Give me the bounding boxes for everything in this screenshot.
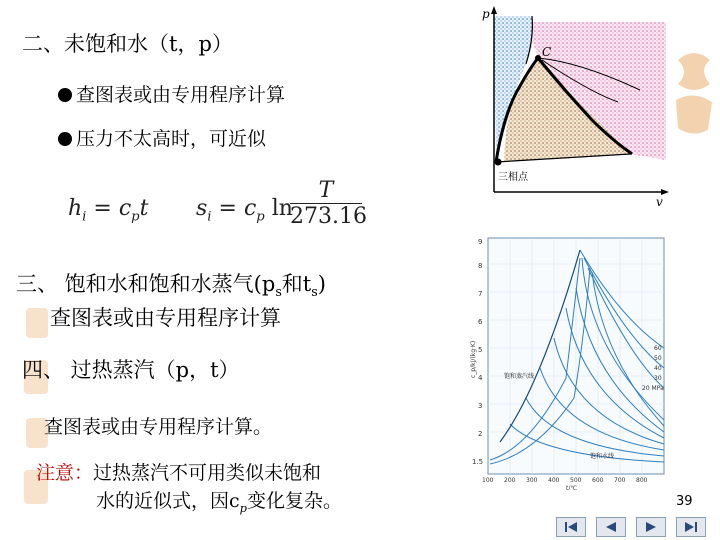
fraction-numerator: T [318, 178, 334, 203]
triple-point-label: 三相点 [498, 172, 528, 183]
section-3-title-c: ) [317, 272, 326, 296]
y-tick-label: 5 [478, 346, 483, 354]
bullet-dot-icon [58, 88, 72, 102]
fraction [290, 178, 367, 229]
y-tick-label: 8 [478, 262, 483, 270]
section-4-line: 查图表或由专用程序计算。 [44, 416, 273, 438]
skip-forward-icon [683, 521, 699, 533]
formula-t: t [139, 196, 149, 221]
decorative-seal-glyph [668, 40, 720, 140]
pressure-label: 30 [654, 375, 662, 382]
section-2-bullet-1 [58, 80, 285, 107]
y-tick-label: 1.5 [472, 458, 484, 466]
section-3-title-a: 三、 饱和水和饱和水蒸气(p [16, 272, 276, 296]
enthalpy-formula [68, 196, 148, 224]
saturated-water-label: 饱和水线 [590, 453, 615, 460]
note-text-1: 过热蒸汽不可用类似未饱和 [93, 462, 322, 484]
bullet-text: 压力不太高时，可近似 [76, 128, 267, 150]
section-3-title-b: 和t [281, 272, 312, 296]
x-tick-label: 100 [482, 477, 494, 484]
section-3-line-2: 查图表或由专用程序计算 [50, 306, 281, 330]
formula-ln: ln [271, 196, 293, 221]
formula-h: h [68, 196, 83, 221]
previous-slide-button[interactable] [596, 517, 626, 537]
next-icon [643, 521, 659, 533]
section-2-bullet-2 [58, 124, 266, 151]
note-text-2a: 水的近似式，因c [96, 490, 240, 512]
section-2-title: 二、未饱和水（t，p） [22, 32, 233, 56]
x-tick-label: 800 [636, 477, 648, 484]
pv-phase-diagram [470, 2, 670, 210]
note-label: 注意： [36, 462, 94, 484]
background-decoration-right [668, 40, 720, 144]
x-tick-label: 600 [592, 477, 604, 484]
page-number: 39 [676, 494, 693, 509]
x-tick-label: 400 [548, 477, 560, 484]
section-3-title [16, 268, 326, 299]
x-tick-label: 500 [570, 477, 582, 484]
y-tick-label: 7 [478, 290, 483, 298]
next-slide-button[interactable] [636, 517, 666, 537]
formula-c: c [118, 196, 132, 221]
last-slide-button[interactable] [676, 517, 706, 537]
section-3-sub-2: s [311, 284, 318, 300]
formula-eq: = [93, 196, 112, 221]
cp-temperature-chart [470, 228, 670, 490]
formula-h-sub: i [82, 209, 87, 225]
section-3-sub-1: s [275, 284, 282, 300]
v-axis-label: v [656, 195, 663, 209]
note-sub: p [239, 500, 247, 515]
note-text-2b: 变化复杂。 [246, 490, 342, 512]
x-tick-label: 300 [526, 477, 538, 484]
formula-s: s [196, 196, 208, 221]
pressure-label: 20 MPa [642, 385, 664, 392]
fraction-denominator: 273.16 [290, 204, 367, 229]
bullet-text: 查图表或由专用程序计算 [76, 84, 286, 106]
triple-point-marker [495, 159, 502, 166]
y-axis-label: c_p/kJ/(kg·K) [470, 340, 477, 378]
note-line-1 [36, 458, 321, 485]
entropy-formula [196, 196, 293, 224]
x-tick-label: 700 [614, 477, 626, 484]
skip-back-icon [563, 521, 579, 533]
formula-eq: = [218, 196, 237, 221]
first-slide-button[interactable] [556, 517, 586, 537]
formula-s-sub: i [207, 209, 212, 225]
p-axis-arrow [491, 6, 497, 14]
critical-point-label: C [542, 45, 552, 59]
x-tick-labels [482, 477, 648, 484]
saturated-vapor-label: 饱和蒸汽线 [504, 373, 535, 380]
y-tick-label: 6 [478, 318, 483, 326]
note-line-2 [96, 486, 342, 515]
y-tick-label: 9 [478, 238, 483, 246]
y-tick-label: 3 [478, 402, 483, 410]
pressure-label: 40 [654, 365, 662, 372]
formula-c-sub: p [256, 209, 265, 225]
previous-icon [603, 521, 619, 533]
x-axis-label: t/℃ [566, 485, 578, 490]
formula-c-sub: p [131, 209, 140, 225]
bullet-dot-icon [58, 132, 72, 146]
pressure-label: 60 [654, 345, 662, 352]
y-tick-label: 4 [478, 374, 483, 382]
p-axis-label: p [482, 7, 490, 21]
critical-point-marker [535, 55, 541, 61]
y-tick-label: 2 [478, 430, 483, 438]
section-4-title: 四、 过热蒸汽（p，t） [22, 358, 240, 382]
x-tick-label: 200 [504, 477, 516, 484]
formula-c: c [243, 196, 257, 221]
pressure-label: 50 [654, 355, 662, 362]
